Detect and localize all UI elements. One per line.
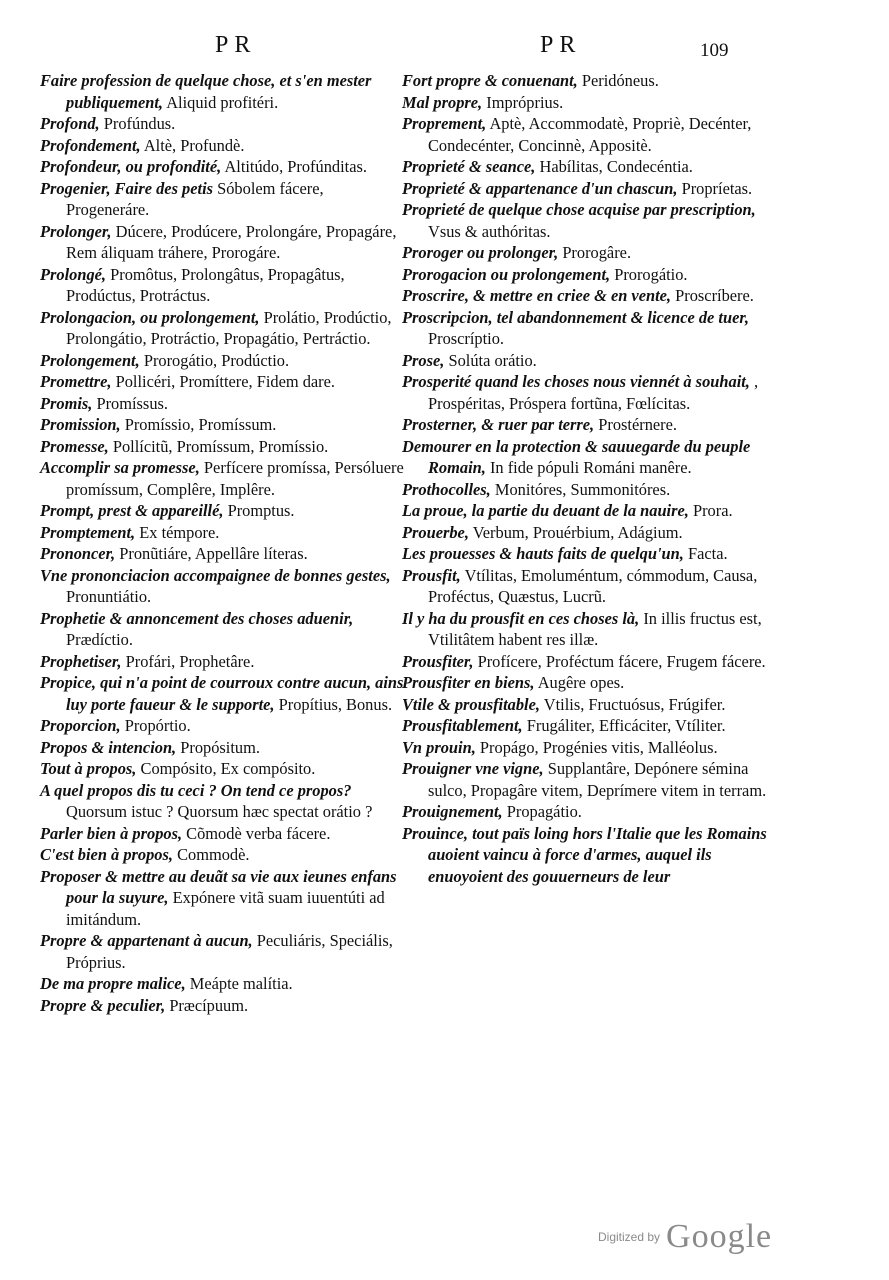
dictionary-entry <box>402 543 767 565</box>
french-headword: Prolongement, <box>40 350 140 370</box>
dictionary-entry <box>402 694 767 716</box>
dictionary-entry <box>402 823 767 888</box>
dictionary-entry <box>40 543 405 565</box>
latin-equivalent: Propítius, Bonus. <box>278 694 393 714</box>
french-headword: Prompt, prest & appareillé, <box>40 501 224 520</box>
dictionary-entry <box>402 242 767 264</box>
latin-equivalent: Prostérnere. <box>598 415 678 434</box>
dictionary-entry <box>40 371 405 393</box>
dictionary-entry <box>402 500 767 522</box>
latin-equivalent: Pollicéri, Promíttere, Fidem dare. <box>115 372 335 391</box>
french-headword: Parler bien à propos, <box>40 823 183 843</box>
french-headword: Faire profession de quelque chose, et s'en mester publiquement, <box>40 71 372 112</box>
latin-equivalent: Vtílitas, Emoluméntum, cómmodum, Causa, Proféctus, Quæstus, Lucrũ. <box>428 565 758 606</box>
latin-equivalent: Prolátio, Prodúctio, Prolongátio, Protráctio, Propagátio, Pertráctio. <box>66 307 392 348</box>
dictionary-entry <box>40 113 405 135</box>
latin-equivalent: Habílitas, Condecéntia. <box>539 157 693 176</box>
french-headword: Prousfiter, <box>402 651 474 671</box>
french-headword: A quel propos dis tu ceci ? On tend ce propos? <box>40 780 352 800</box>
dictionary-entry <box>40 737 405 759</box>
french-headword: Les prouesses & hauts faits de quelqu'un, <box>402 544 684 563</box>
french-headword: Proprement, <box>402 114 487 133</box>
latin-equivalent: Prorogátio, Prodúctio. <box>143 350 290 370</box>
latin-equivalent: Altè, Profundè. <box>143 135 245 155</box>
french-headword: Promptement, <box>40 522 136 542</box>
dictionary-entry <box>40 350 405 372</box>
dictionary-entry <box>402 715 767 737</box>
latin-equivalent: Solúta orátio. <box>448 350 537 370</box>
latin-equivalent: Proscríbere. <box>675 286 754 305</box>
left-column <box>40 70 405 1016</box>
watermark-prefix: Digitized by <box>598 1230 661 1244</box>
french-headword: Proscripcion, tel abandonnement & licence de tuer, <box>402 307 749 327</box>
latin-equivalent: Ex témpore. <box>139 522 220 542</box>
latin-equivalent: Promíssio, Promíssum. <box>124 415 277 434</box>
dictionary-entry <box>40 436 405 458</box>
dictionary-entry <box>402 436 767 479</box>
dictionary-entry <box>402 285 767 307</box>
french-headword: Profond, <box>40 114 100 133</box>
french-headword: Demourer en la protection & sauuegarde du peuple Romain, <box>402 436 751 477</box>
dictionary-entry <box>402 307 767 350</box>
latin-equivalent: Supplantâre, Depónere sémina sulco, Propagâre vitem, Deprímere vitem in terram. <box>428 759 767 800</box>
french-headword: Promission, <box>40 415 121 434</box>
latin-equivalent: In fide pópuli Románi manêre. <box>489 458 692 477</box>
page-number: 109 <box>700 40 729 61</box>
latin-equivalent: Promôtus, Prolongâtus, Propagâtus, Prodúctus, Protráctus. <box>66 264 345 305</box>
latin-equivalent: Meápte malítia. <box>189 974 293 993</box>
french-headword: Profondement, <box>40 135 141 155</box>
dictionary-entry <box>40 844 405 866</box>
french-headword: Prosterner, & ruer par terre, <box>402 415 595 434</box>
french-headword: La proue, la partie du deuant de la nauire, <box>402 501 689 520</box>
google-logo: Google <box>666 1218 773 1255</box>
latin-equivalent: Vtilis, Fructuósus, Frúgifer. <box>543 694 726 714</box>
french-headword: Proroger ou prolonger, <box>402 243 559 262</box>
dictionary-entry <box>402 350 767 372</box>
french-headword: Prononcer, <box>40 544 116 563</box>
french-headword: Proposer & mettre au deuãt sa vie aux ieunes enfans pour la suyure, <box>40 866 397 907</box>
latin-equivalent: Dúcere, Prodúcere, Prolongáre, Propagáre, Rem áliquam tráhere, Prorogáre. <box>66 221 397 262</box>
dictionary-entry <box>40 135 405 157</box>
french-headword: Progenier, Faire des petis <box>40 178 214 198</box>
dictionary-entry <box>402 565 767 608</box>
french-headword: Vtile & prousfitable, <box>402 694 540 714</box>
dictionary-entry <box>402 801 767 823</box>
latin-equivalent: Compósito, Ex compósito. <box>140 759 316 778</box>
french-headword: Propice, qui n'a point de courroux contre aucun, ains luy porte faueur & le supporte, <box>40 673 404 714</box>
dictionary-entry <box>40 995 405 1017</box>
dictionary-entry <box>402 92 767 114</box>
latin-equivalent: Propagátio. <box>506 802 582 821</box>
dictionary-entry <box>40 70 405 113</box>
digitized-by-google-watermark <box>598 1218 772 1256</box>
dictionary-entry <box>402 156 767 178</box>
latin-equivalent: Perfícere promíssa, Persóluere promíssum, Complêre, Implêre. <box>66 458 404 499</box>
french-headword: Mal propre, <box>402 92 483 112</box>
latin-equivalent: Promptus. <box>227 501 295 520</box>
french-headword: Prophetie & annoncement des choses aduenir, <box>40 608 354 628</box>
dictionary-entry <box>40 715 405 737</box>
french-headword: Vn prouin, <box>402 737 476 757</box>
latin-equivalent: Augêre opes. <box>537 673 625 692</box>
french-headword: Accomplir sa promesse, <box>40 458 200 477</box>
french-headword: Prouince, tout païs loing hors l'Italie que les Romains auoient vaincu à force d'armes, auquel ils enuoyoient des gouuerneurs de leur <box>402 823 767 886</box>
french-headword: Prolongé, <box>40 264 107 284</box>
latin-equivalent: In illis fructus est, Vtilitâtem habent res illæ. <box>428 608 762 649</box>
latin-equivalent: Pronũtiáre, Appellâre líteras. <box>119 544 308 563</box>
dictionary-entry <box>40 500 405 522</box>
dictionary-entry <box>40 758 405 780</box>
dictionary-entry <box>402 651 767 673</box>
dictionary-entry <box>40 221 405 264</box>
dictionary-entry <box>402 371 767 414</box>
dictionary-entry <box>40 565 405 608</box>
dictionary-entry <box>40 522 405 544</box>
french-headword: Promis, <box>40 393 93 413</box>
french-headword: Proprieté & seance, <box>402 157 536 176</box>
latin-equivalent: Profúndus. <box>103 114 176 133</box>
latin-equivalent: Præcípuum. <box>169 995 249 1015</box>
french-headword: Propos & intencion, <box>40 737 177 757</box>
right-column <box>402 70 767 887</box>
french-headword: Promesse, <box>40 436 109 456</box>
french-headword: Proprieté & appartenance d'un chascun, <box>402 178 678 198</box>
dictionary-entry <box>40 930 405 973</box>
french-headword: Propre & peculier, <box>40 995 166 1015</box>
dictionary-entry <box>40 178 405 221</box>
french-headword: Prouigner vne vigne, <box>402 759 544 778</box>
latin-equivalent: Prorogâre. <box>562 243 632 262</box>
french-headword: Vne prononciacion accompaignee de bonnes gestes, <box>40 565 391 585</box>
latin-equivalent: Impróprius. <box>486 92 564 112</box>
dictionary-entry <box>40 307 405 350</box>
latin-equivalent: , Prospéritas, Próspera fortũna, Fœlícitas. <box>428 372 759 413</box>
dictionary-entry <box>40 264 405 307</box>
running-header-left: PR <box>215 32 257 58</box>
latin-equivalent: Prædíctio. <box>66 630 133 649</box>
dictionary-entry <box>40 608 405 651</box>
dictionary-entry <box>402 737 767 759</box>
french-headword: C'est bien à propos, <box>40 845 173 864</box>
dictionary-entry <box>40 823 405 845</box>
latin-equivalent: Aptè, Accommodatè, Propriè, Decénter, Condecénter, Concinnè, Appositè. <box>428 114 752 155</box>
latin-equivalent: Frugáliter, Efficáciter, Vtíliter. <box>526 716 726 735</box>
latin-equivalent: Promíssus. <box>96 393 168 413</box>
french-headword: Proprieté de quelque chose acquise par prescription, <box>402 200 756 219</box>
latin-equivalent: Sóbolem fácere, Progeneráre. <box>66 178 324 219</box>
latin-equivalent: Facta. <box>687 544 728 563</box>
french-headword: Prouignement, <box>402 802 503 821</box>
french-headword: Prouerbe, <box>402 522 469 542</box>
french-headword: Prousfit, <box>402 565 461 585</box>
latin-equivalent: Propórtio. <box>124 716 191 735</box>
dictionary-entry <box>402 414 767 436</box>
latin-equivalent: Verbum, Prouérbium, Adágium. <box>472 522 683 542</box>
french-headword: Proporcion, <box>40 716 121 735</box>
french-headword: Prolongacion, ou prolongement, <box>40 307 260 327</box>
french-headword: Promettre, <box>40 372 112 391</box>
latin-equivalent: Altitúdo, Profúnditas. <box>224 157 367 176</box>
latin-equivalent: Prora. <box>692 501 733 520</box>
french-headword: Prophetiser, <box>40 651 122 671</box>
dictionary-entry <box>402 70 767 92</box>
latin-equivalent: Profícere, Proféctum fácere, Frugem fácere. <box>477 651 766 671</box>
latin-equivalent: Propágo, Progénies vitis, Malléolus. <box>479 737 718 757</box>
dictionary-entry <box>40 457 405 500</box>
latin-equivalent: Quorsum istuc ? Quorsum hæc spectat orátio ? <box>66 802 373 821</box>
dictionary-entry <box>40 780 405 823</box>
dictionary-entry <box>40 156 405 178</box>
french-headword: Prousfiter en biens, <box>402 673 535 692</box>
latin-equivalent: Monitóres, Summonitóres. <box>494 479 671 499</box>
dictionary-entry <box>40 672 405 715</box>
french-headword: Proscrire, & mettre en criee & en vente, <box>402 286 672 305</box>
french-headword: Profondeur, ou profondité, <box>40 157 222 176</box>
dictionary-entry <box>40 414 405 436</box>
running-header-right: PR <box>540 32 582 58</box>
french-headword: Prothocolles, <box>402 479 491 499</box>
french-headword: De ma propre malice, <box>40 974 186 993</box>
french-headword: Prolonger, <box>40 221 112 241</box>
latin-equivalent: Expónere vitã suam iuuentúti ad imitándum. <box>66 888 385 929</box>
dictionary-entry <box>402 608 767 651</box>
latin-equivalent: Propríetas. <box>681 178 753 198</box>
latin-equivalent: Profári, Prophetâre. <box>125 651 255 671</box>
latin-equivalent: Peridóneus. <box>581 71 659 90</box>
dictionary-entry <box>402 479 767 501</box>
latin-equivalent: Prorogátio. <box>614 264 688 284</box>
latin-equivalent: Proscríptio. <box>428 329 505 348</box>
latin-equivalent: Commodè. <box>177 845 250 864</box>
dictionary-entry <box>40 651 405 673</box>
latin-equivalent: Aliquid profitéri. <box>166 92 279 112</box>
dictionary-entry <box>402 672 767 694</box>
french-headword: Fort propre & conuenant, <box>402 71 578 90</box>
french-headword: Prousfitablement, <box>402 716 523 735</box>
latin-equivalent: Pollícitũ, Promíssum, Promíssio. <box>112 436 329 456</box>
french-headword: Tout à propos, <box>40 759 137 778</box>
french-headword: Prosperité quand les choses nous viennét à souhait, <box>402 372 750 391</box>
french-headword: Prose, <box>402 350 445 370</box>
dictionary-entry <box>402 199 767 242</box>
dictionary-entry <box>402 522 767 544</box>
french-headword: Propre & appartenant à aucun, <box>40 931 253 950</box>
latin-equivalent: Propósitum. <box>180 737 260 757</box>
dictionary-entry <box>40 973 405 995</box>
dictionary-entry <box>402 264 767 286</box>
latin-equivalent: Cõmodè verba fácere. <box>186 823 331 843</box>
french-headword: Il y ha du prousfit en ces choses là, <box>402 608 640 628</box>
dictionary-entry <box>40 393 405 415</box>
dictionary-entry <box>40 866 405 931</box>
latin-equivalent: Pronuntiátio. <box>66 587 152 606</box>
dictionary-entry <box>402 758 767 801</box>
dictionary-entry <box>402 113 767 156</box>
latin-equivalent: Vsus & authóritas. <box>428 221 551 241</box>
french-headword: Prorogacion ou prolongement, <box>402 264 611 284</box>
latin-equivalent: Peculiáris, Speciális, Próprius. <box>66 931 393 972</box>
dictionary-entry <box>402 178 767 200</box>
